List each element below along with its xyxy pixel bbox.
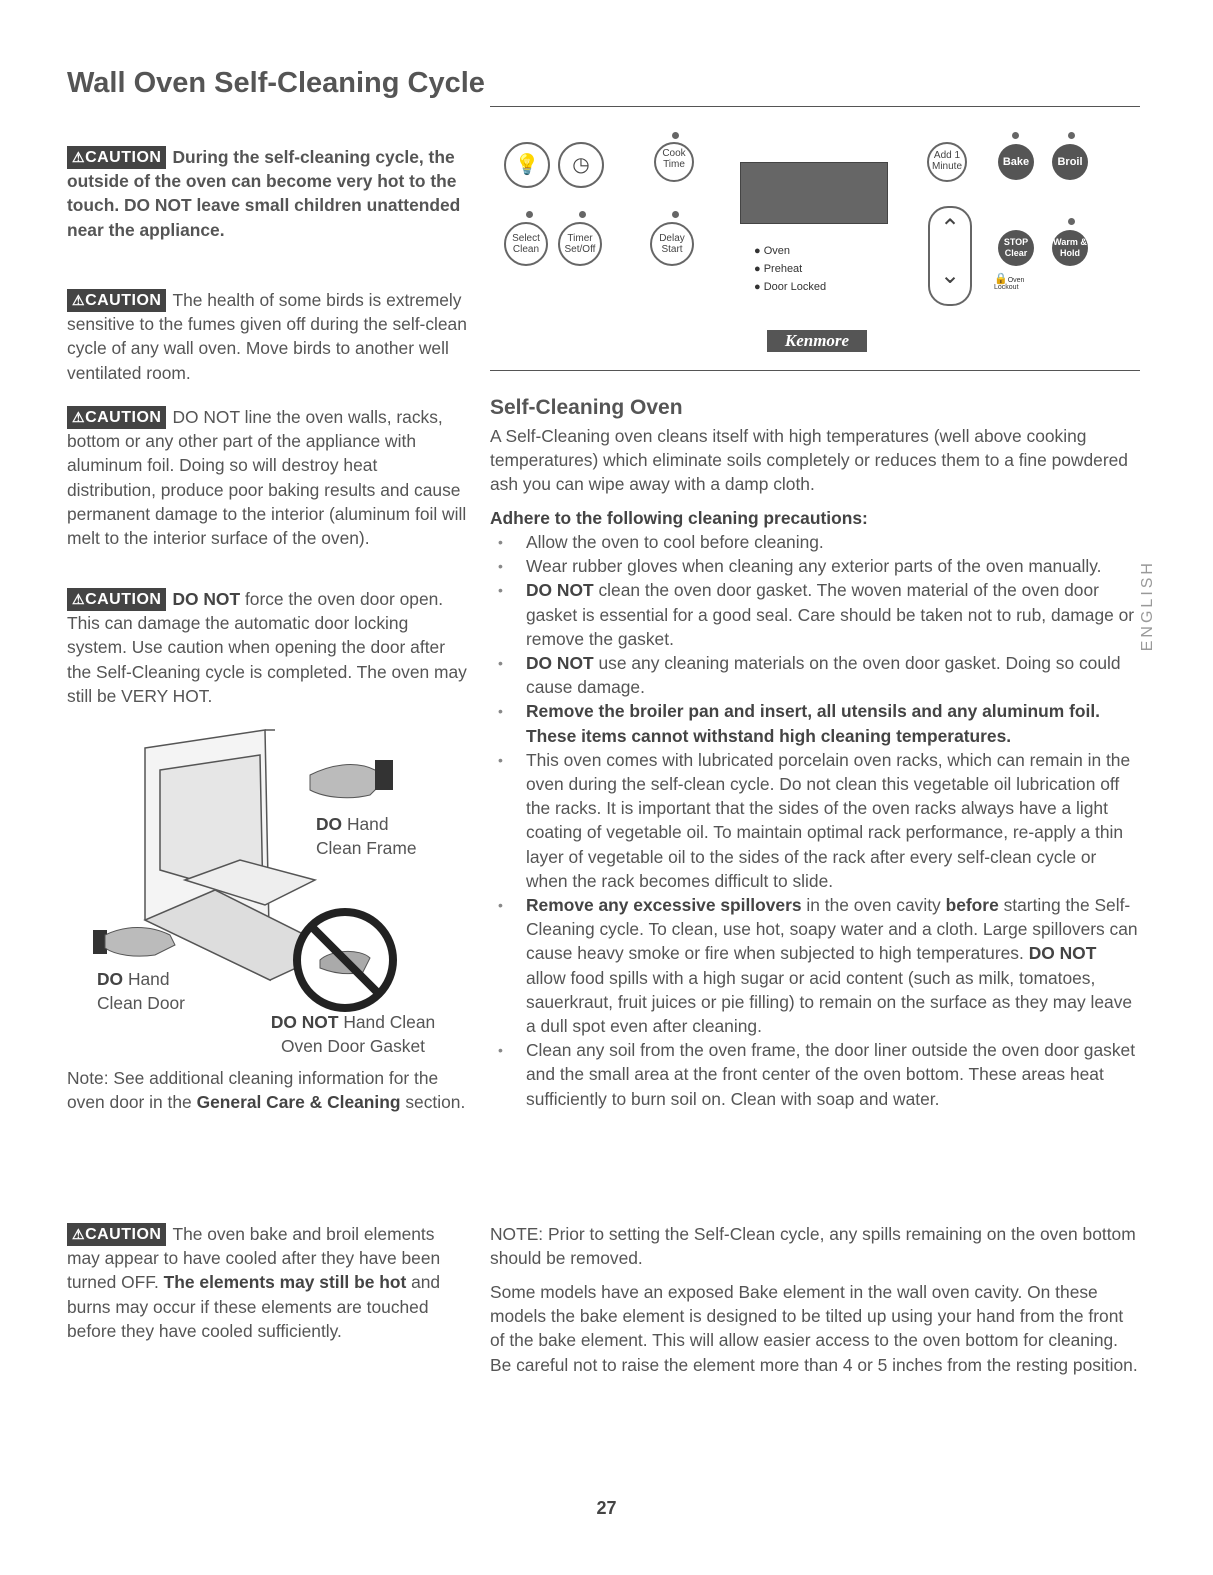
page-number: 27: [596, 1498, 617, 1518]
caution-badge: ⚠CAUTION: [67, 146, 166, 169]
up-down-pad: [928, 206, 972, 306]
warning-triangle-icon: ⚠: [72, 1226, 86, 1242]
page-title: Wall Oven Self-Cleaning Cycle: [67, 67, 485, 99]
hand-door-icon: [93, 928, 175, 957]
caution-block-4: ⚠CAUTION DO NOT force the oven door open. This can damage the automatic door locking system. Use caution when opening the door after the Self-Cleaning cycle is completed. The oven may still be VERY HOT.: [67, 589, 467, 706]
caution-block-3: ⚠CAUTION DO NOT line the oven walls, racks, bottom or any other part of the appliance with aluminum foil. Doing so will destroy heat distribution, produce poor baking results and cause permanent damage to the interior (aluminum foil will melt to the interior surface of the oven).: [67, 407, 467, 549]
control-panel: [490, 110, 1140, 370]
display-screen: [740, 162, 888, 224]
hand-frame-icon: [310, 760, 393, 798]
warm-hold-button[interactable]: Warm & Hold: [1052, 230, 1088, 266]
oven-lockout-label: 🔒Oven Lockout: [994, 273, 1025, 291]
indicator-dot: [526, 211, 533, 218]
list-item: • DO NOT clean the oven door gasket. The woven material of the oven door gasket is essential for a good seal. Care should be taken not to rub, damage or remove the gasket.: [490, 578, 1140, 651]
cook-time-button[interactable]: Cook Time: [654, 142, 694, 182]
caution-badge: ⚠CAUTION: [67, 406, 166, 429]
indicator-dot: [672, 211, 679, 218]
list-item: • Allow the oven to cool before cleaning.: [490, 530, 1140, 554]
list-item: • Wear rubber gloves when cleaning any exterior parts of the oven manually.: [490, 554, 1140, 578]
panel-top-rule: [490, 106, 1140, 107]
caution-block-2: ⚠CAUTION The health of some birds is extremely sensitive to the fumes given off during the self-clean cycle of any wall oven. Move birds to another well ventilated room.: [67, 290, 467, 383]
label-door: DO Hand Clean Door: [97, 969, 185, 1014]
label-gasket: DO NOT Hand Clean Oven Door Gasket: [270, 1012, 436, 1057]
label-frame: DO Hand Clean Frame: [316, 814, 417, 859]
caution-block-5: ⚠CAUTION The oven bake and broil elements may appear to have cooled after they have been turned OFF. The elements may still be hot and burns may occur if these elements are touched before they have cooled sufficiently.: [67, 1224, 441, 1341]
bake-element-paragraph: Some models have an exposed Bake element in the wall oven cavity. On these models the bake element is designed to be tilted up using your hand from the front of the bake element. This will allow easier access to the oven bottom for cleaning. Be careful not to raise the element more than 4 or 5 inches from the resting position.: [490, 1282, 1138, 1375]
indicator-dot: [672, 132, 679, 139]
self-cleaning-intro: A Self-Cleaning oven cleans itself with high temperatures (well above cooking temperatures) which eliminate soils completely or reduces them to a fine powdered ash you can wipe away with a damp cloth.: [490, 426, 1128, 495]
indicator-preheat: ● Preheat: [754, 263, 803, 275]
indicator-dot: [1012, 132, 1019, 139]
self-cleaning-heading: Self-Cleaning Oven: [490, 396, 683, 419]
stop-clear-button[interactable]: STOP Clear: [998, 230, 1034, 266]
language-side-tab: ENGLISH: [1139, 560, 1156, 652]
delay-start-button[interactable]: Delay Start: [650, 222, 694, 266]
indicator-oven: ● Oven: [754, 245, 790, 257]
panel-bottom-rule: [490, 370, 1140, 371]
warning-triangle-icon: ⚠: [72, 591, 86, 607]
precautions-heading: Adhere to the following cleaning precautions:: [490, 508, 868, 528]
warning-triangle-icon: ⚠: [72, 292, 86, 308]
timer-button[interactable]: Timer Set/Off: [558, 222, 602, 266]
list-item: • DO NOT use any cleaning materials on the oven door gasket. Doing so could cause damage.: [490, 651, 1140, 699]
down-arrow-icon[interactable]: ⌄: [939, 262, 961, 289]
indicator-dot: [579, 211, 586, 218]
note-general-care: Note: See additional cleaning information for the oven door in the General Care & Cleaning section.: [67, 1068, 466, 1113]
caution-block-1: ⚠CAUTION During the self-cleaning cycle, the outside of the oven can become very hot to the touch. DO NOT leave small children unattended near the appliance.: [67, 147, 461, 240]
list-item: • Clean any soil from the oven frame, the door liner outside the oven door gasket and the small area at the front center of the oven bottom. These areas heat sufficiently to burn soil on. Clean with soap and water.: [490, 1038, 1140, 1111]
indicator-door-locked: ● Door Locked: [754, 281, 827, 293]
caution-badge: ⚠CAUTION: [67, 588, 166, 611]
no-symbol-icon: [297, 912, 393, 1008]
list-item: • Remove the broiler pan and insert, all utensils and any aluminum foil. These items cannot withstand high cleaning temperatures.: [490, 699, 1140, 747]
indicator-dot: [1068, 132, 1075, 139]
add-minute-button[interactable]: Add 1 Minute: [927, 142, 967, 182]
precautions-list: [490, 530, 1140, 1111]
broil-button[interactable]: Broil: [1052, 144, 1088, 180]
warning-triangle-icon: ⚠: [72, 409, 86, 425]
list-item: • Remove any excessive spillovers in the oven cavity before starting the Self-Cleaning cycle. To clean, use hot, soapy water and a cloth. Large spillovers can cause heavy smoke or fire when subjected to high temperatures. DO NOT allow food spills with a high sugar or acid content (such as milk, tomatoes, sauerkraut, fruit juices or pie filling) to remain on the surface as they may leave a dull spot even after cleaning.: [490, 893, 1140, 1038]
self-clean-note: NOTE: Prior to setting the Self-Clean cycle, any spills remaining on the oven bottom should be removed.: [490, 1224, 1136, 1269]
bake-button[interactable]: Bake: [998, 144, 1034, 180]
light-button[interactable]: 💡: [504, 142, 550, 188]
up-arrow-icon[interactable]: ⌃: [939, 215, 961, 242]
clock-button[interactable]: ◷: [558, 142, 604, 188]
brand-logo: Kenmore: [767, 330, 867, 352]
warning-triangle-icon: ⚠: [72, 149, 86, 165]
list-item: • This oven comes with lubricated porcelain oven racks, which can remain in the oven during the self-clean cycle. Do not clean this vegetable oil lubrication off the racks. It is important that the sides of the oven racks always have a light coating of vegetable oil. To maintain optimal rack performance, re-apply a thin layer of vegetable oil to the sides of the rack after every self-clean cycle or when the rack becomes difficult to slide.: [490, 748, 1140, 893]
caution-badge: ⚠CAUTION: [67, 289, 166, 312]
select-clean-button[interactable]: Select Clean: [504, 222, 548, 266]
status-indicators: [754, 242, 826, 296]
lock-icon: 🔒: [994, 273, 1008, 285]
caution-badge: ⚠CAUTION: [67, 1223, 166, 1246]
indicator-dot: [1068, 218, 1075, 225]
